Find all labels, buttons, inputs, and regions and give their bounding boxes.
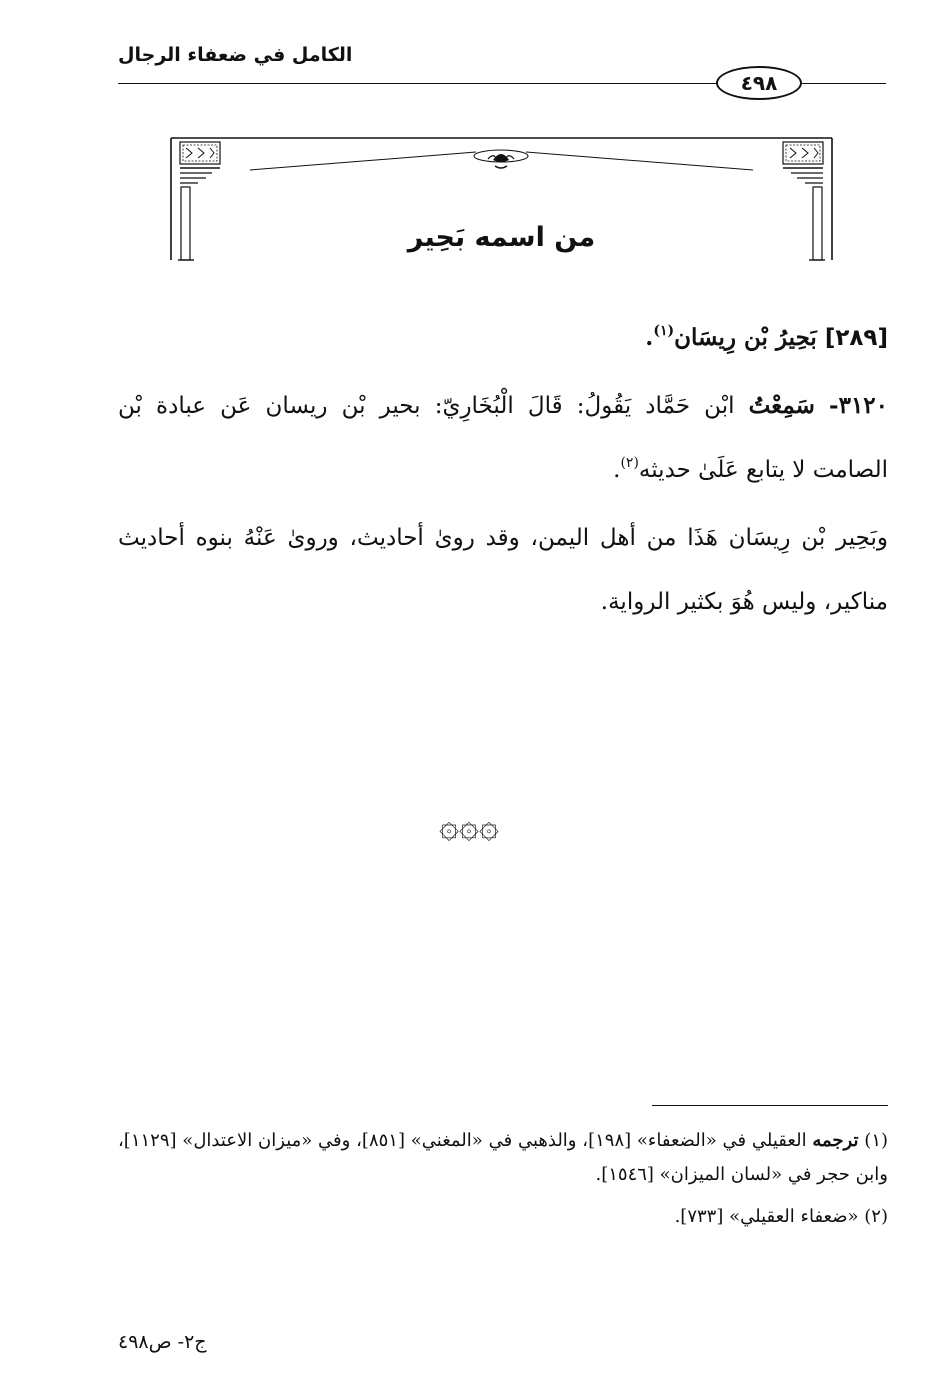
footnote-marker: (١) (864, 1130, 889, 1151)
rosette-separator-icon: ۞۞۞ (439, 806, 499, 846)
footnote-item (118, 1124, 888, 1192)
header-rule (118, 83, 718, 84)
narration-verb: سَمِعْتُ (748, 392, 815, 419)
entry-name: بَحِيرُ بْن رِيسَان (674, 324, 817, 351)
header-rule-right (800, 83, 886, 84)
entry-end: . (645, 324, 654, 351)
paragraph-1 (118, 374, 888, 502)
paragraph-1-text: ابْن حَمَّاد يَقُولُ: قَالَ الْبُخَارِيّ: بحير بْن ريسان عَن عبادة بْن الصامت لا يتابع عَلَىٰ حديثه (118, 393, 888, 483)
page-reference: ج٢- ص٤٩٨ (118, 1331, 207, 1353)
paragraph-2: وبَحِير بْن رِيسَان هَذَا من أهل اليمن، وقد روىٰ أحاديث، وروىٰ عَنْهُ بنوه أحاديث مناكير، وليس هُوَ بكثير الرواية. (118, 525, 888, 615)
footnote-text: «ضعفاء العقيلي» [٧٣٣]. (674, 1206, 859, 1227)
footnote-ref: (٢) (620, 455, 639, 471)
footnote-rule (652, 1105, 888, 1106)
running-title: الكامل في ضعفاء الرجال (118, 44, 353, 66)
footnote-ref: (١) (653, 323, 675, 339)
hadith-number: ٣١٢٠- (829, 392, 889, 419)
footnotes (118, 1124, 888, 1234)
page-number-badge (716, 66, 802, 100)
main-text (118, 306, 888, 634)
entry-number: [٢٨٩] (824, 325, 888, 351)
footnote-text: العقيلي في «الضعفاء» [١٩٨]، والذهبي في «المغني» [٨٥١]، وفي «ميزان الاعتدال» [١١٢٩]، وابن حجر في «لسان الميزان» [١٥٤٦]. (118, 1130, 888, 1185)
entry-heading (118, 306, 888, 370)
paragraph-1-end: . (613, 457, 621, 483)
page-number: ٤٩٨ (740, 71, 778, 95)
footnote-item (118, 1200, 888, 1234)
footnote-bold: ترجمه (812, 1130, 859, 1151)
lotus-ornament-icon (474, 150, 528, 168)
chapter-title: من اسمه بَحِير (407, 222, 596, 253)
footnote-marker: (٢) (864, 1206, 888, 1227)
